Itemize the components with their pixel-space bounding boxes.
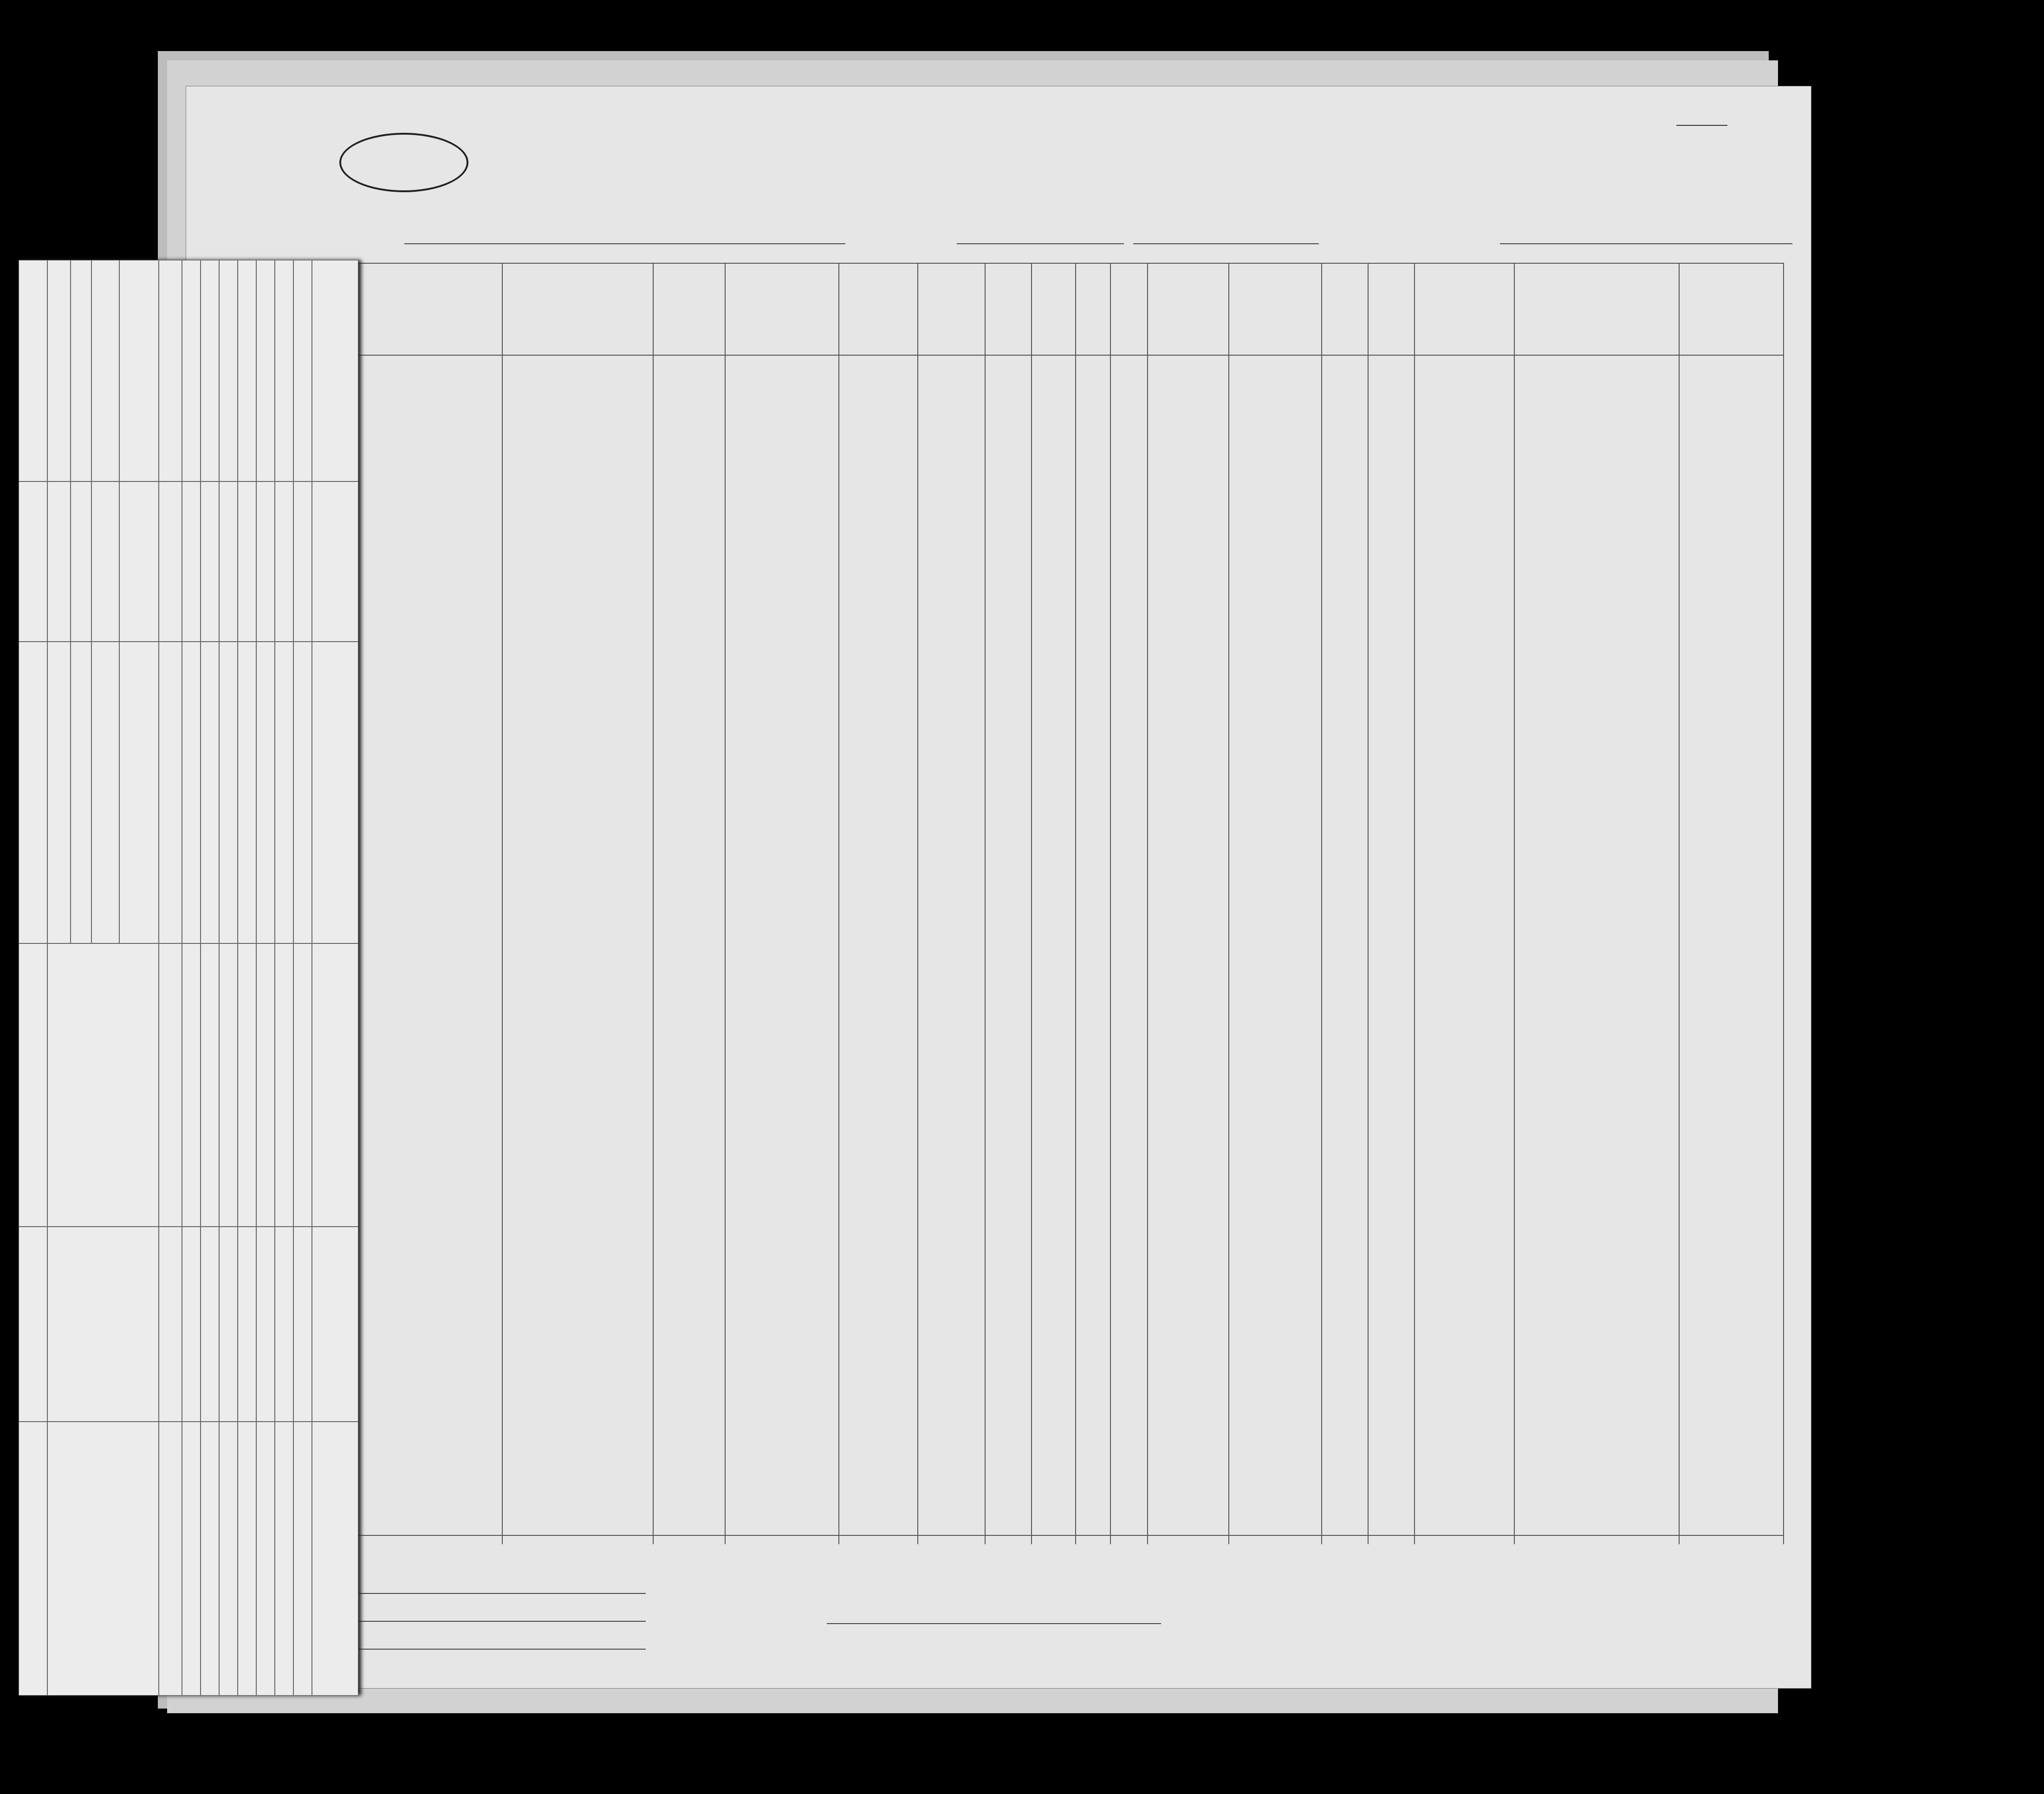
signature-line: [827, 1623, 1161, 1624]
rule: [1414, 263, 1415, 1544]
rule: [653, 263, 654, 1544]
rule: [1321, 263, 1322, 1544]
crew-table: [186, 263, 1811, 1618]
rule: [1679, 263, 1680, 1544]
rule: [1075, 263, 1076, 1544]
rule: [1147, 263, 1148, 1544]
footer-rule: [339, 1593, 646, 1594]
date-value: [1133, 243, 1319, 244]
manifest-sheet: [186, 86, 1811, 1689]
vessel-value: [404, 243, 845, 244]
rule: [985, 263, 986, 1544]
sheet-no-line: [1676, 125, 1727, 126]
rule: [1110, 263, 1111, 1544]
rule: [917, 263, 918, 1544]
port-value: [957, 243, 1124, 244]
rule: [1783, 263, 1784, 1544]
rule: [1514, 263, 1515, 1544]
rule: [725, 263, 726, 1544]
rule: [1368, 263, 1369, 1544]
from-port-value: [1500, 243, 1792, 244]
discharged-seamen-slip: [19, 260, 358, 1696]
rule: [1031, 263, 1032, 1544]
table-bottom-rule: [186, 1535, 1783, 1536]
rule: [838, 263, 839, 1544]
footer-rule: [339, 1649, 646, 1650]
rule: [1228, 263, 1229, 1544]
footer-rule: [339, 1621, 646, 1622]
rule: [502, 263, 503, 1544]
stamp-circle: [339, 133, 468, 192]
